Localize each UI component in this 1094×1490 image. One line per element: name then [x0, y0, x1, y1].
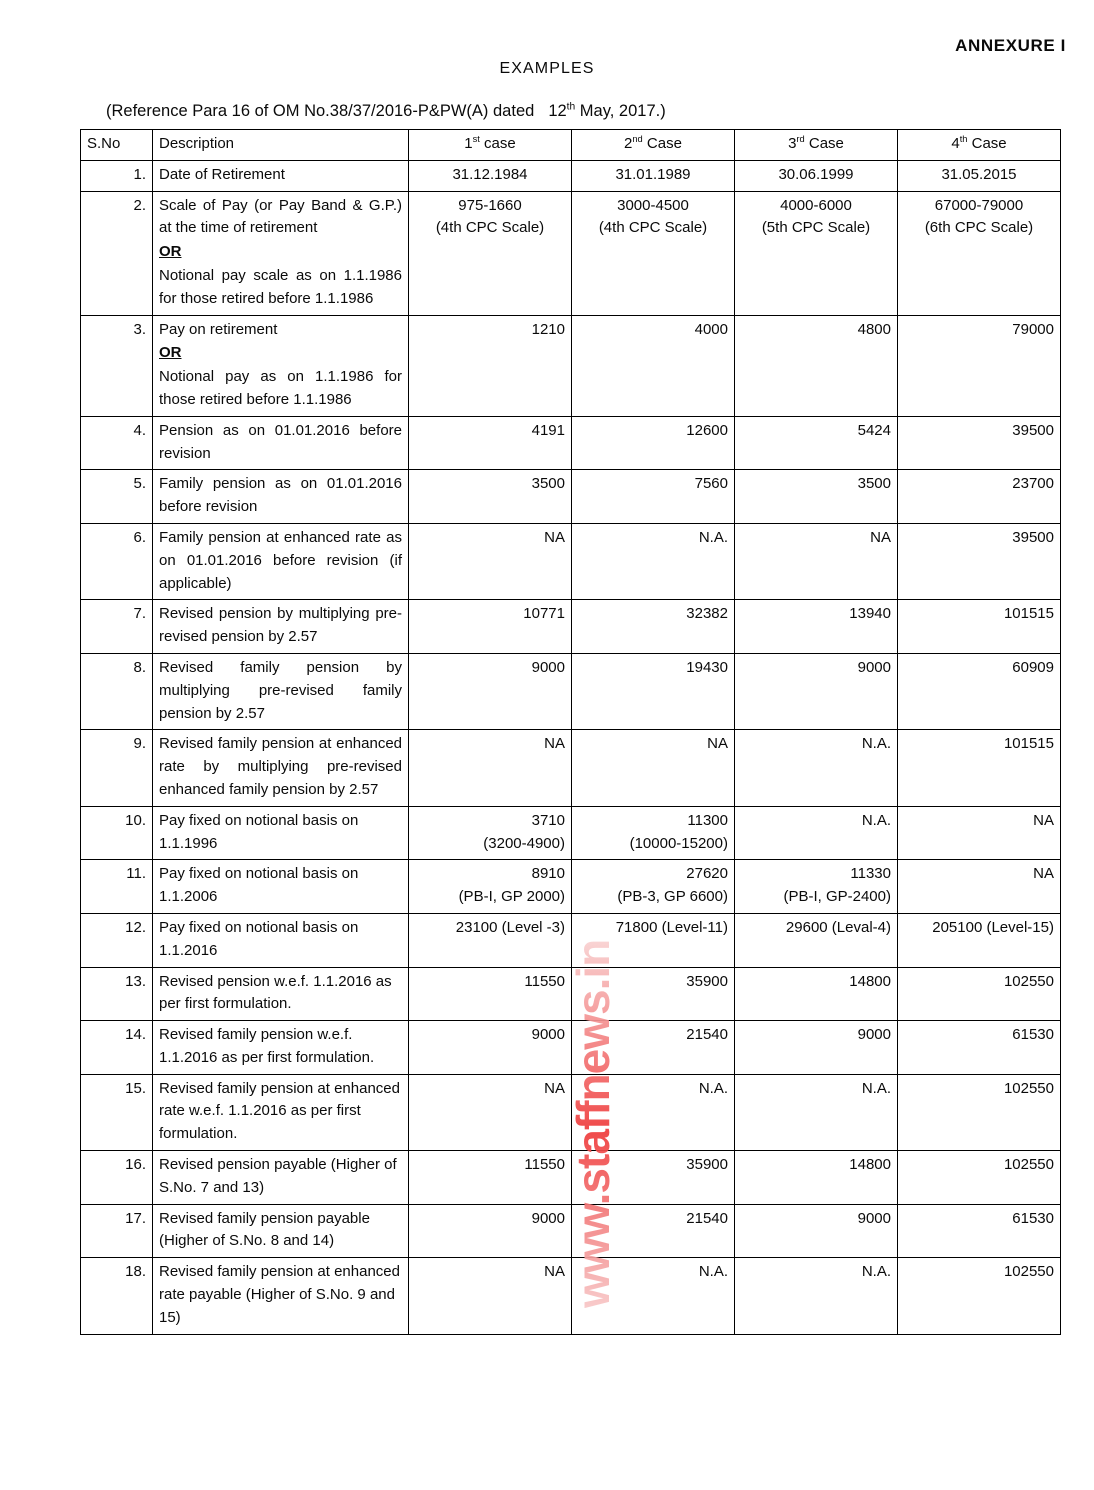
row-value-case-2: 21540	[572, 1204, 735, 1258]
row-value-case-2: 4000	[572, 315, 735, 416]
row-value-case-4: 205100 (Level-15)	[898, 913, 1061, 967]
row-value-case-3: NA	[735, 523, 898, 599]
row-value-case-4: 101515	[898, 730, 1061, 806]
row-serial-number: 1.	[81, 160, 153, 191]
row-description: Family pension as on 01.01.2016 before revision	[153, 470, 409, 524]
row-serial-number: 5.	[81, 470, 153, 524]
description-part-2: Notional pay scale as on 1.1.1986 for those retired before 1.1.1986	[159, 266, 402, 307]
row-value-case-3: 5424	[735, 416, 898, 470]
reference-line	[106, 102, 666, 121]
row-value-case-4: 23700	[898, 470, 1061, 524]
description-part-2: Notional pay as on 1.1.1986 for those retired before 1.1.1986	[159, 368, 402, 408]
value-main: 4000-6000	[780, 196, 852, 214]
description-part-1: Scale of Pay (or Pay Band & G.P.) at the time of retirement	[159, 196, 402, 237]
reference-text-post: May, 2017.)	[579, 102, 666, 120]
case-2-number: 2	[624, 135, 633, 152]
row-serial-number: 17.	[81, 1204, 153, 1258]
column-header-case-4	[898, 130, 1061, 161]
case-2-suffix: nd	[632, 134, 643, 144]
row-serial-number: 18.	[81, 1258, 153, 1334]
row-value-case-4	[898, 191, 1061, 315]
table-row	[81, 160, 1061, 191]
row-description	[153, 191, 409, 315]
row-value-case-3: 13940	[735, 600, 898, 654]
row-description: Revised family pension by multiplying pre-revised family pension by 2.57	[153, 653, 409, 729]
value-sub: (10000-15200)	[629, 834, 728, 852]
row-description: Family pension at enhanced rate as on 01.01.2016 before revision (if applicable)	[153, 523, 409, 599]
row-value-case-1: 11550	[409, 1151, 572, 1205]
row-value-case-4: 39500	[898, 523, 1061, 599]
row-value-case-1: 1210	[409, 315, 572, 416]
value-sub: (6th CPC Scale)	[924, 219, 1034, 237]
row-description: Date of Retirement	[153, 160, 409, 191]
value-sub: (5th CPC Scale)	[761, 219, 871, 237]
row-value-case-2: 71800 (Level-11)	[572, 913, 735, 967]
table-row	[81, 523, 1061, 599]
row-value-case-1: 31.12.1984	[409, 160, 572, 191]
row-value-case-3: 29600 (Leval-4)	[735, 913, 898, 967]
row-serial-number: 16.	[81, 1151, 153, 1205]
row-value-case-1: 10771	[409, 600, 572, 654]
row-value-case-2: 19430	[572, 653, 735, 729]
table-row	[81, 416, 1061, 470]
row-description: Revised family pension at enhanced rate payable (Higher of S.No. 9 and 15)	[153, 1258, 409, 1334]
row-serial-number: 8.	[81, 653, 153, 729]
case-2-word: Case	[646, 135, 682, 152]
row-value-case-3: 30.06.1999	[735, 160, 898, 191]
row-value-case-4: 60909	[898, 653, 1061, 729]
annexure-label: ANNEXURE I	[955, 36, 1066, 55]
row-value-case-3: 14800	[735, 967, 898, 1021]
value-main: 11300	[687, 811, 728, 829]
case-1-number: 1	[464, 135, 473, 152]
value-main: 67000-79000	[934, 196, 1024, 214]
row-value-case-3: 3500	[735, 470, 898, 524]
row-description: Pension as on 01.01.2016 before revision	[153, 416, 409, 470]
reference-day: 12	[548, 102, 567, 120]
row-value-case-3: N.A.	[735, 730, 898, 806]
row-value-case-2: 12600	[572, 416, 735, 470]
row-description: Pay fixed on notional basis on 1.1.1996	[153, 806, 409, 860]
table-row	[81, 1151, 1061, 1205]
row-value-case-3: N.A.	[735, 806, 898, 860]
value-main: 8910	[531, 865, 565, 883]
description-or-separator: OR	[159, 344, 182, 362]
table-row	[81, 1074, 1061, 1150]
row-value-case-3: 14800	[735, 1151, 898, 1205]
row-serial-number: 4.	[81, 416, 153, 470]
description-or-separator: OR	[159, 243, 182, 261]
row-value-case-1	[409, 191, 572, 315]
row-value-case-1	[409, 860, 572, 914]
row-value-case-3	[735, 191, 898, 315]
table-body	[81, 160, 1061, 1334]
row-serial-number: 2.	[81, 191, 153, 315]
row-value-case-1: 9000	[409, 1204, 572, 1258]
row-value-case-2: 7560	[572, 470, 735, 524]
row-value-case-4: 102550	[898, 1258, 1061, 1334]
table-row	[81, 191, 1061, 315]
case-3-word: Case	[808, 135, 844, 152]
row-serial-number: 12.	[81, 913, 153, 967]
row-value-case-1: NA	[409, 523, 572, 599]
value-main: 27620	[686, 865, 728, 883]
row-serial-number: 7.	[81, 600, 153, 654]
case-4-word: Case	[971, 135, 1007, 152]
value-sub: (3200-4900)	[483, 834, 565, 852]
row-value-case-2: 35900	[572, 1151, 735, 1205]
row-value-case-1: 3500	[409, 470, 572, 524]
case-4-suffix: th	[959, 134, 968, 144]
row-value-case-4: 102550	[898, 967, 1061, 1021]
case-3-suffix: rd	[796, 134, 805, 144]
column-header-description: Description	[153, 130, 409, 161]
value-sub: (PB-I, GP 2000)	[458, 888, 565, 906]
row-value-case-4: 61530	[898, 1204, 1061, 1258]
table-row	[81, 653, 1061, 729]
examples-table-wrapper	[80, 129, 1060, 1335]
reference-text-pre: (Reference Para 16 of OM No.38/37/2016-P&PW(A) dated	[106, 102, 535, 120]
row-value-case-2	[572, 806, 735, 860]
row-serial-number: 6.	[81, 523, 153, 599]
case-1-suffix: st	[472, 134, 480, 144]
row-serial-number: 3.	[81, 315, 153, 416]
row-description: Revised pension by multiplying pre-revised pension by 2.57	[153, 600, 409, 654]
table-row	[81, 806, 1061, 860]
row-value-case-1: 4191	[409, 416, 572, 470]
row-value-case-4: 101515	[898, 600, 1061, 654]
row-description: Pay fixed on notional basis on 1.1.2006	[153, 860, 409, 914]
column-header-case-2	[572, 130, 735, 161]
row-value-case-4: 102550	[898, 1074, 1061, 1150]
row-description: Revised family pension w.e.f. 1.1.2016 as per first formulation.	[153, 1021, 409, 1075]
table-row	[81, 730, 1061, 806]
row-value-case-2: N.A.	[572, 1074, 735, 1150]
description-part-1: Pay on retirement	[159, 320, 278, 338]
row-description	[153, 315, 409, 416]
value-sub: (4th CPC Scale)	[435, 219, 545, 237]
row-value-case-1: 9000	[409, 1021, 572, 1075]
table-row	[81, 470, 1061, 524]
table-row	[81, 315, 1061, 416]
row-value-case-4: 102550	[898, 1151, 1061, 1205]
row-value-case-1: 23100 (Level -3)	[409, 913, 572, 967]
row-value-case-3: N.A.	[735, 1258, 898, 1334]
row-value-case-4: 61530	[898, 1021, 1061, 1075]
row-value-case-2: NA	[572, 730, 735, 806]
row-value-case-2: 35900	[572, 967, 735, 1021]
column-header-case-1	[409, 130, 572, 161]
examples-table	[80, 129, 1061, 1335]
row-value-case-4: NA	[898, 806, 1061, 860]
column-header-case-3	[735, 130, 898, 161]
row-value-case-2: N.A.	[572, 1258, 735, 1334]
row-value-case-2	[572, 860, 735, 914]
case-3-number: 3	[788, 135, 797, 152]
table-head	[81, 130, 1061, 161]
row-value-case-3	[735, 860, 898, 914]
table-row	[81, 860, 1061, 914]
reference-day-suffix: th	[566, 101, 576, 113]
row-value-case-1: 11550	[409, 967, 572, 1021]
table-row	[81, 1021, 1061, 1075]
row-description: Revised family pension at enhanced rate w.e.f. 1.1.2016 as per first formulation.	[153, 1074, 409, 1150]
row-value-case-1: 9000	[409, 653, 572, 729]
table-row	[81, 600, 1061, 654]
table-row	[81, 913, 1061, 967]
row-description: Revised pension w.e.f. 1.1.2016 as per first formulation.	[153, 967, 409, 1021]
row-serial-number: 14.	[81, 1021, 153, 1075]
value-main: 975-1660	[458, 196, 522, 214]
row-value-case-4: 39500	[898, 416, 1061, 470]
column-header-sno: S.No	[81, 130, 153, 161]
table-row	[81, 1258, 1061, 1334]
value-sub: (PB-I, GP-2400)	[783, 888, 891, 906]
row-value-case-4: 31.05.2015	[898, 160, 1061, 191]
value-sub: (4th CPC Scale)	[598, 219, 708, 237]
table-row	[81, 1204, 1061, 1258]
row-value-case-4: 79000	[898, 315, 1061, 416]
row-value-case-2	[572, 191, 735, 315]
row-serial-number: 11.	[81, 860, 153, 914]
row-value-case-2: 32382	[572, 600, 735, 654]
row-description: Revised family pension at enhanced rate by multiplying pre-revised enhanced family pension by 2.57	[153, 730, 409, 806]
row-value-case-3: 9000	[735, 1204, 898, 1258]
row-value-case-1: NA	[409, 1258, 572, 1334]
row-description: Revised family pension payable (Higher of S.No. 8 and 14)	[153, 1204, 409, 1258]
page-title: EXAMPLES	[499, 60, 595, 77]
value-main: 3710	[531, 811, 565, 829]
table-header-row	[81, 130, 1061, 161]
row-value-case-3: N.A.	[735, 1074, 898, 1150]
case-4-number: 4	[951, 135, 960, 152]
row-description: Revised pension payable (Higher of S.No. 7 and 13)	[153, 1151, 409, 1205]
table-row	[81, 967, 1061, 1021]
row-serial-number: 10.	[81, 806, 153, 860]
case-1-word: case	[484, 135, 516, 152]
row-value-case-3: 9000	[735, 1021, 898, 1075]
row-value-case-2: 31.01.1989	[572, 160, 735, 191]
row-serial-number: 15.	[81, 1074, 153, 1150]
value-main: 3000-4500	[617, 196, 689, 214]
row-serial-number: 13.	[81, 967, 153, 1021]
row-value-case-1	[409, 806, 572, 860]
row-value-case-2: N.A.	[572, 523, 735, 599]
row-value-case-3: 9000	[735, 653, 898, 729]
row-value-case-4: NA	[898, 860, 1061, 914]
row-value-case-1: NA	[409, 730, 572, 806]
value-main: 11330	[850, 865, 891, 883]
row-serial-number: 9.	[81, 730, 153, 806]
value-sub: (PB-3, GP 6600)	[617, 888, 728, 906]
row-value-case-3: 4800	[735, 315, 898, 416]
row-value-case-2: 21540	[572, 1021, 735, 1075]
site-watermark: www.staffnews.in	[567, 939, 619, 1308]
row-value-case-1: NA	[409, 1074, 572, 1150]
row-description: Pay fixed on notional basis on 1.1.2016	[153, 913, 409, 967]
